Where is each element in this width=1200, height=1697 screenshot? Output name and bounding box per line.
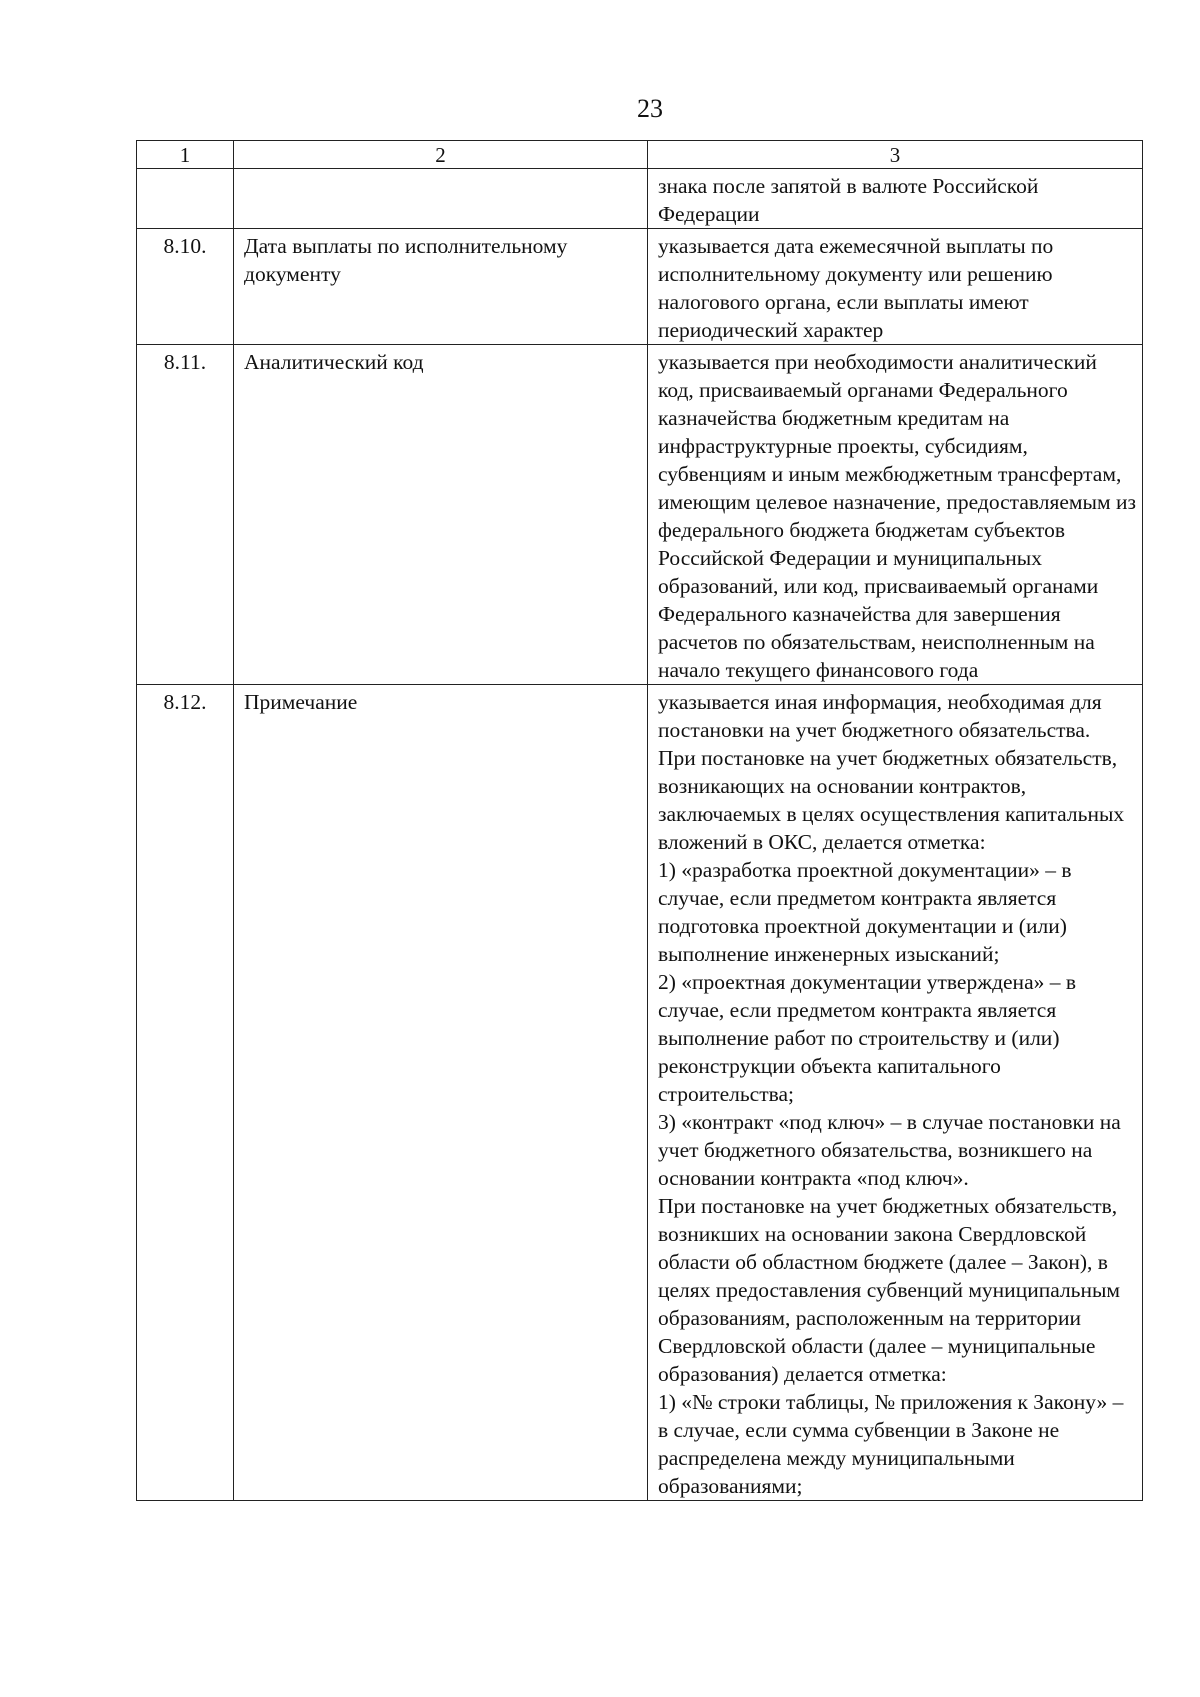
row-description — [648, 229, 1143, 345]
description-paragraph: указывается иная информация, необходимая для постановки на учет бюджетного обязательства. — [658, 690, 1102, 742]
description-paragraph: 1) «№ строки таблицы, № приложения к Закону» – в случае, если сумма субвенции в Законе не распределена между муниципальными образованиями; — [658, 1390, 1124, 1498]
row-description — [648, 685, 1143, 1501]
row-number — [137, 169, 234, 229]
description-paragraph: 2) «проектная документации утверждена» – в случае, если предметом контракта является выполнение работ по строительству и (или) реконструкции объекта капитального строительства; — [658, 970, 1077, 1106]
description-paragraph: 1) «разработка проектной документации» – в случае, если предметом контракта является подготовка проектной документации и (или) выполнение инженерных изысканий; — [658, 858, 1072, 966]
row-name: Примечание — [234, 685, 648, 1501]
page-number: 23 — [637, 94, 663, 123]
column-header-2: 2 — [234, 141, 648, 169]
table-row — [137, 229, 1143, 345]
row-name: Аналитический код — [234, 345, 648, 685]
description-paragraph: указывается дата ежемесячной выплаты по исполнительному документу или решению налогового органа, если выплаты имеют периодический характер — [658, 234, 1054, 342]
table-header-row — [137, 141, 1143, 169]
table-row — [137, 685, 1143, 1501]
table-row — [137, 169, 1143, 229]
description-paragraph: знака после запятой в валюте Российской Федерации — [658, 174, 1039, 226]
description-paragraph: указывается при необходимости аналитический код, присваиваемый органами Федерального казначейства бюджетным кредитам на инфраструктурные проекты, субсидиям, субвенциям и иным межбюджетным трансфертам, имеющим целевое назначение, предоставляемым из федерального бюджета бюджетам субъектов Российской Федерации и муниципальных образований, или код, присваиваемый органами Федерального казначейства для завершения расчетов по обязательствам, неисполненным на начало текущего финансового года — [658, 350, 1136, 682]
row-number: 8.11. — [137, 345, 234, 685]
row-number: 8.10. — [137, 229, 234, 345]
table-row — [137, 345, 1143, 685]
row-name: Дата выплаты по исполнительному документу — [234, 229, 648, 345]
description-paragraph: При постановке на учет бюджетных обязательств, возникших на основании закона Свердловской области об областном бюджете (далее – Закон), в целях предоставления субвенций муниципальным образованиям, расположенным на территории Свердловской области (далее – муниципальные образования) делается отметка: — [658, 1194, 1121, 1386]
row-name — [234, 169, 648, 229]
row-description — [648, 169, 1143, 229]
row-number: 8.12. — [137, 685, 234, 1501]
requisites-table — [136, 140, 1143, 1501]
row-description — [648, 345, 1143, 685]
description-paragraph: При постановке на учет бюджетных обязательств, возникающих на основании контрактов, заключаемых в целях осуществления капитальных вложений в ОКС, делается отметка: — [658, 746, 1125, 854]
column-header-1: 1 — [137, 141, 234, 169]
column-header-3: 3 — [648, 141, 1143, 169]
description-paragraph: 3) «контракт «под ключ» – в случае постановки на учет бюджетного обязательства, возникшего на основании контракта «под ключ». — [658, 1110, 1121, 1190]
